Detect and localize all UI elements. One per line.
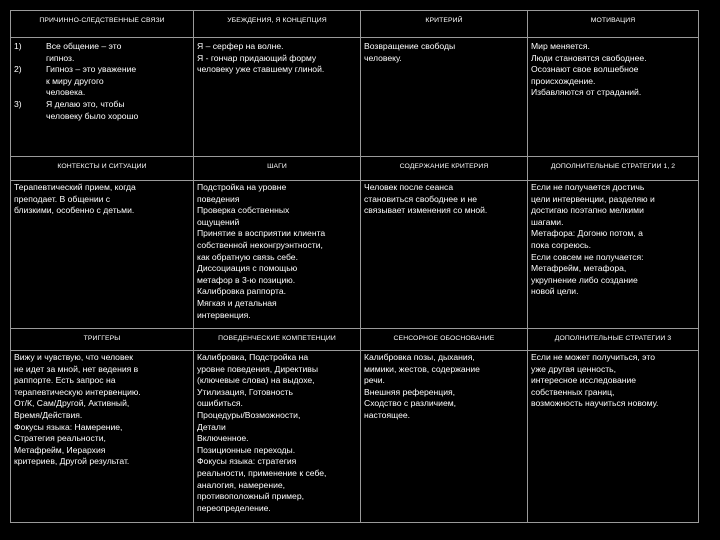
cause-item: 1) Все общение – это гипноз. (14, 41, 122, 63)
cell-contexts: Терапевтический прием, когда преподает. В общении с близкими, особенно с детьми. (11, 181, 194, 329)
header-strategies-1-2: ДОПОЛНИТЕЛЬНЫЕ СТРАТЕГИИ 1, 2 (528, 157, 699, 181)
cell-competencies: Калибровка, Подстройка на уровне поведения, Директивы (ключевые слова) на выдохе, Утилизация, Готовность ошибиться. Процедуры/Возможности, Детали Включенное. Позиционные переходы. Фокусы языка: стратегия реальности, применение к себе, аналогия, намерение, противоположный пример, переопределение. (194, 351, 361, 523)
header-criterion: КРИТЕРИЙ (361, 11, 528, 38)
cell-steps: Подстройка на уровне поведения Проверка собственных ощущений Принятие в восприятии клиента собственной неконгруэнтности, как обратную связь себе. Диссоциация с помощью метафор в 3-ю позицию. Калибровка раппорта. Мягкая и детальная интервенция. (194, 181, 361, 329)
cell-strategies-3: Если не может получиться, это уже другая ценность, интересное исследование собственных границ, возможность научиться новому. (528, 351, 699, 523)
cell-sensory: Калибровка позы, дыхания, мимики, жестов, содержание речи. Внешняя референция, Сходство с различием, настоящее. (361, 351, 528, 523)
cell-motivation: Мир меняется. Люди становятся свободнее. Осознают свое волшебное происхождение. Избавляются от страданий. (528, 38, 699, 157)
content-row-2 (11, 181, 699, 329)
header-steps: ШАГИ (194, 157, 361, 181)
header-row-1 (11, 11, 699, 38)
header-beliefs: УБЕЖДЕНИЯ, Я КОНЦЕПЦИЯ (194, 11, 361, 38)
header-strategies-3: ДОПОЛНИТЕЛЬНЫЕ СТРАТЕГИИ 3 (528, 329, 699, 351)
header-criterion-content: СОДЕРЖАНИЕ КРИТЕРИЯ (361, 157, 528, 181)
header-row-2 (11, 157, 699, 181)
cell-beliefs: Я – серфер на волне. Я - гончар придающий форму человеку уже ставшему глиной. (194, 38, 361, 157)
cause-number: 3) (14, 98, 22, 109)
cause-item: 3) Я делаю это, чтобы человеку было хорошо (14, 98, 139, 121)
cause-number: 2) (14, 64, 22, 75)
cause-number: 1) (14, 41, 22, 51)
concept-table (10, 10, 699, 523)
content-row-1 (11, 38, 699, 157)
cell-triggers: Вижу и чувствую, что человек не идет за мной, нет ведения в раппорте. Есть запрос на терапевтическую интервенцию. От/К, Сам/Другой, Активный, Время/Действия. Фокусы языка: Намерение, Стратегия реальности, Метафрейм, Иерархия критериев, Другой результат. (11, 351, 194, 523)
header-motivation: МОТИВАЦИЯ (528, 11, 699, 38)
cell-criterion: Возвращение свободы человеку. (361, 38, 528, 157)
cell-causes (11, 38, 194, 157)
header-row-3 (11, 329, 699, 351)
header-sensory: СЕНСОРНОЕ ОБОСНОВАНИЕ (361, 329, 528, 351)
header-competencies: ПОВЕДЕНЧЕСКИЕ КОМПЕТЕНЦИИ (194, 329, 361, 351)
cause-item: 2) Гипноз – это уважение к миру другого человека. (14, 64, 137, 98)
header-contexts: КОНТЕКСТЫ И СИТУАЦИИ (11, 157, 194, 181)
cell-strategies-1-2: Если не получается достичь цели интервенции, разделяю и достигаю поэтапно мелкими шагами. Метафора: Догоню потом, а пока согреюсь. Если совсем не получается: Метафрейм, метафора, укрупнение либо создание новой цели. (528, 181, 699, 329)
header-triggers: ТРИГГЕРЫ (11, 329, 194, 351)
cell-criterion-content: Человек после сеанса становиться свободнее и не связывает изменения со мной. (361, 181, 528, 329)
content-row-3 (11, 351, 699, 523)
header-causes: ПРИЧИННО-СЛЕДСТВЕННЫЕ СВЯЗИ (11, 11, 194, 38)
